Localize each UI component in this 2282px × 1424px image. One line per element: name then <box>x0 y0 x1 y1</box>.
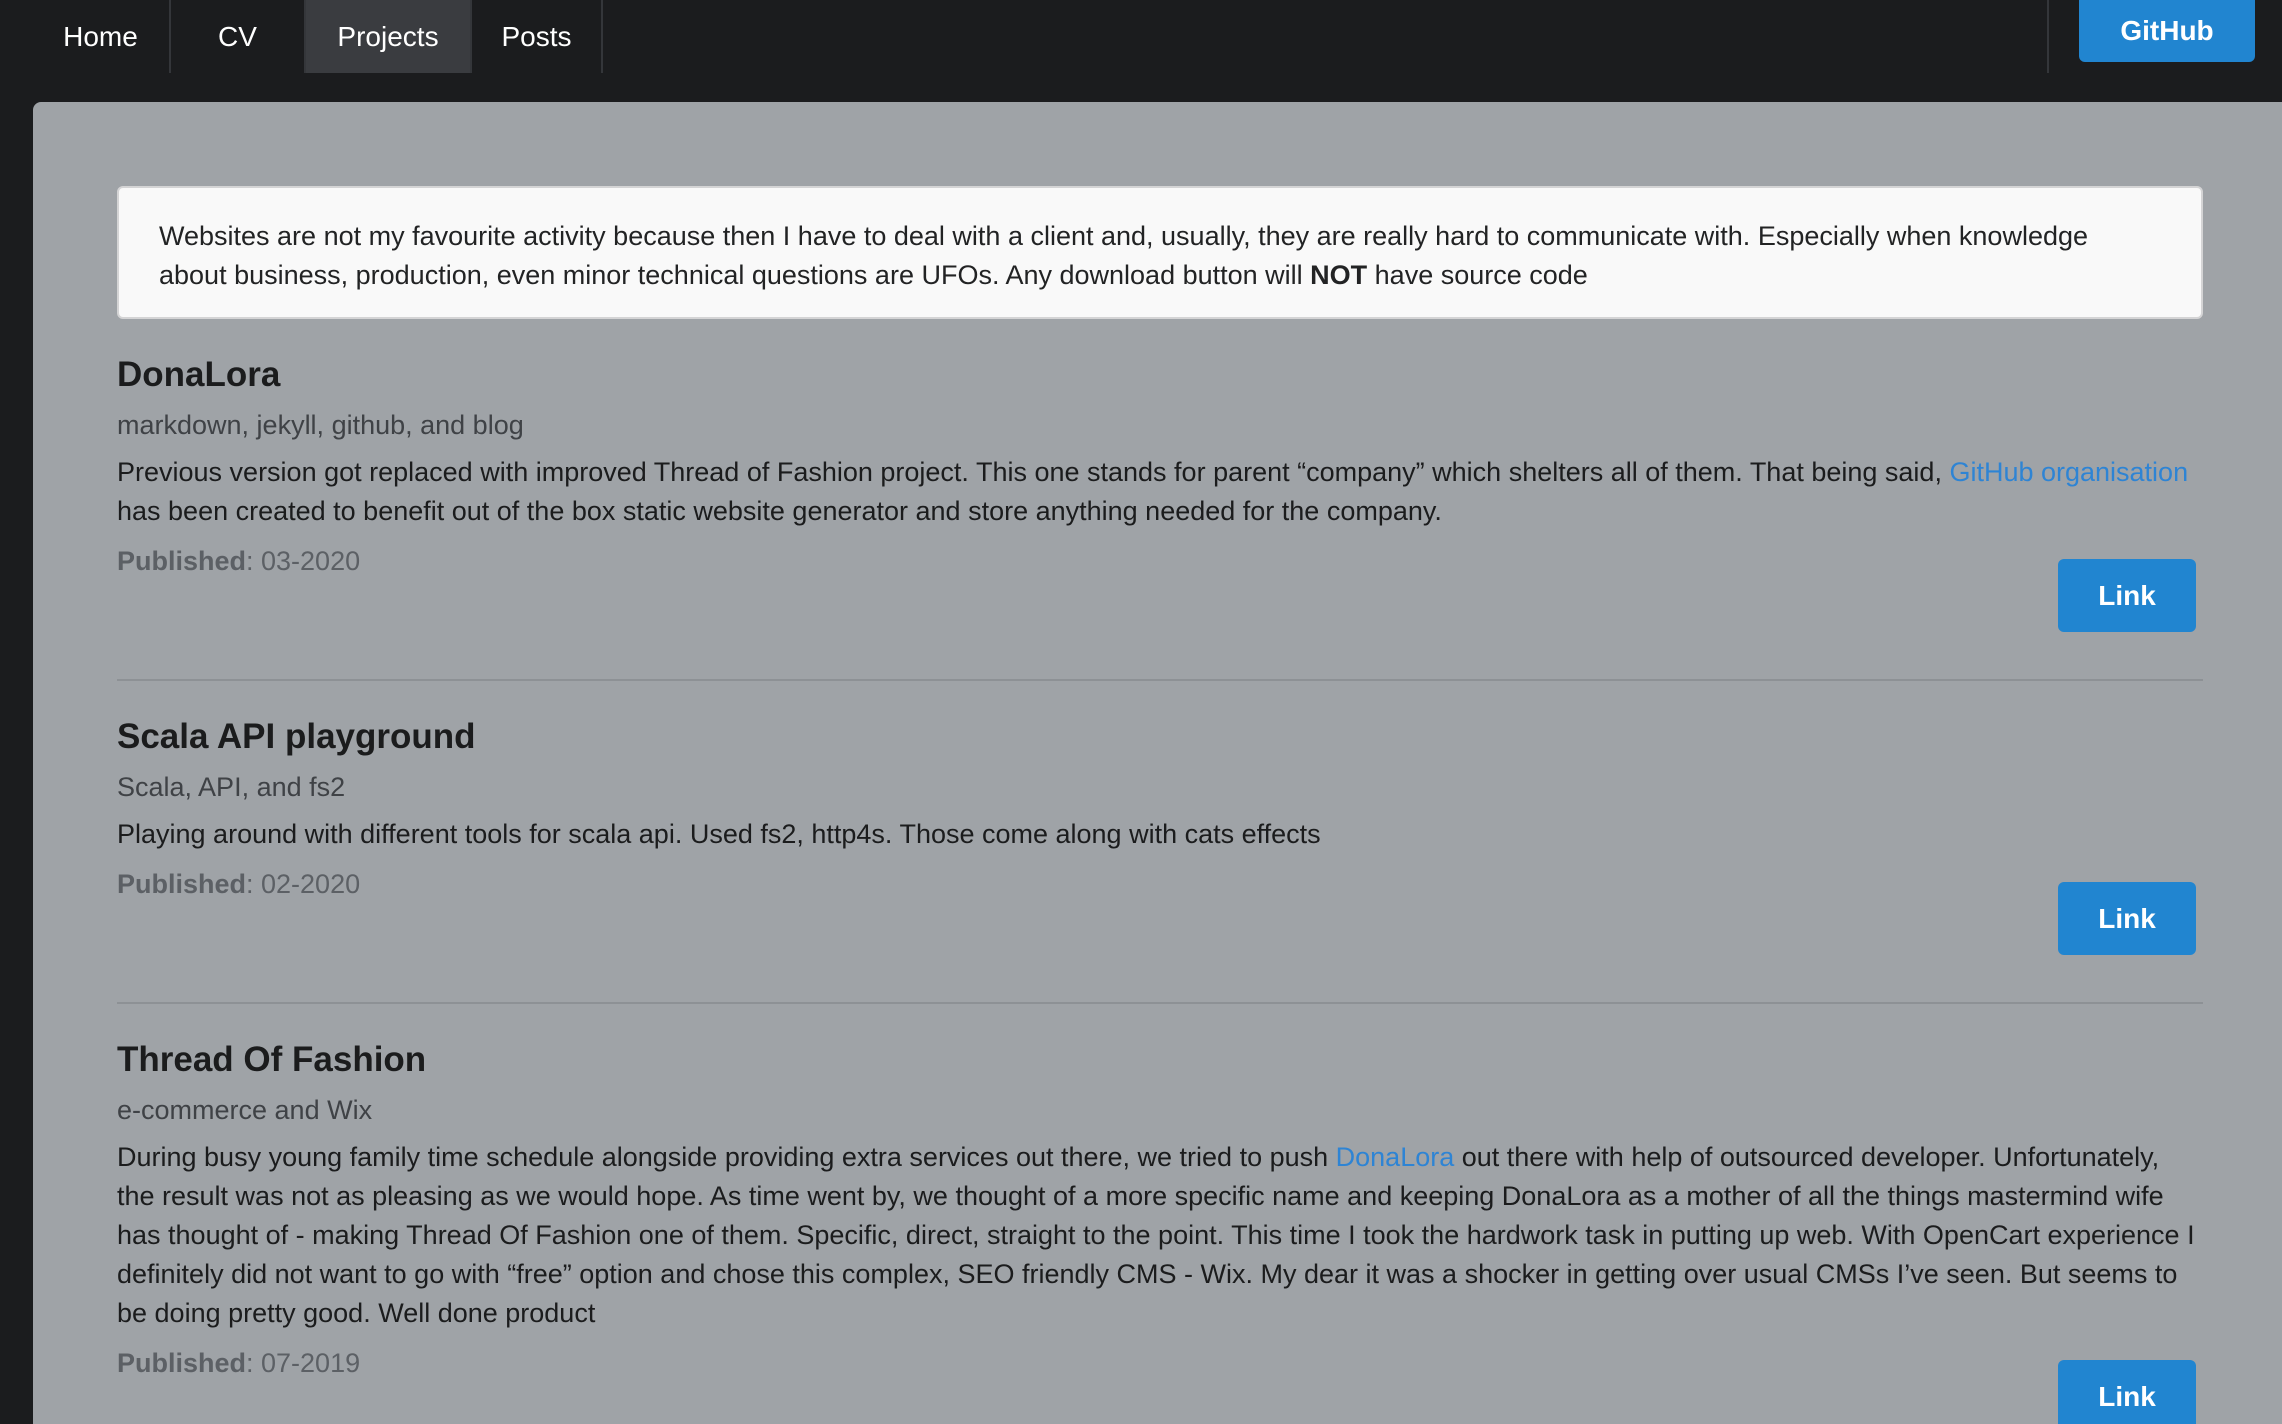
project-description <box>117 815 2203 854</box>
project-description <box>117 453 2203 531</box>
published-label: Published <box>117 869 247 899</box>
project-description <box>117 1138 2203 1333</box>
project-tags: e-commerce and Wix <box>117 1095 373 1125</box>
published-date <box>117 1345 2203 1381</box>
notice-text-end: have source code <box>1367 260 1588 290</box>
notice-message <box>117 186 2203 319</box>
description-text-end: out there with help of outsourced developer. Unfortunately, the result was not as pleasing as we would hope. As time went by, we thought of a more specific name and keeping DonaLora as a mother of all the things mastermind wife has thought of - making Thread Of Fashion one of them. Specific, direct, straight to the point. This time I took the hardwork task in putting up web. With OpenCart experience I definitely did not want to go with “free” option and chose this complex, SEO friendly CMS - Wix. My dear it was a shocker in getting over usual CMSs I’ve seen. But seems to be doing pretty good. Well done product <box>117 1142 2195 1328</box>
github-button[interactable]: GitHub <box>2079 0 2255 62</box>
description-text: Previous version got replaced with improved Thread of Fashion project. This one stands for parent “company” which shelters all of them. That being said, <box>117 457 1950 487</box>
description-text-end: has been created to benefit out of the box static website generator and store anything needed for the company. <box>117 496 1442 526</box>
project-item <box>117 1037 2203 1412</box>
top-navbar <box>0 0 2282 102</box>
project-title: Thread Of Fashion <box>117 1040 427 1079</box>
main-nav <box>32 0 603 73</box>
github-organisation-link[interactable]: GitHub organisation <box>1949 457 2189 487</box>
published-date <box>117 866 2203 902</box>
nav-divider <box>2047 0 2049 73</box>
notice-bold: NOT <box>1310 260 1368 290</box>
divider <box>117 1002 2203 1004</box>
project-tags: Scala, API, and fs2 <box>117 772 346 802</box>
published-value: : 02-2020 <box>246 869 361 899</box>
project-title: Scala API playground <box>117 717 476 756</box>
description-text: During busy young family time schedule alongside providing extra services out there, we tried to push <box>117 1142 1336 1172</box>
project-tags: markdown, jekyll, github, and blog <box>117 410 524 440</box>
divider <box>117 679 2203 681</box>
donalora-link[interactable]: DonaLora <box>1335 1142 1455 1172</box>
published-value: : 03-2020 <box>246 546 361 576</box>
project-link-button[interactable]: Link <box>2058 559 2196 632</box>
published-date <box>117 543 2203 579</box>
notice-text: Websites are not my favourite activity because then I have to deal with a client and, usually, they are really hard to communicate with. Especially when knowledge about business, production, even minor technical questions are UFOs. Any download button will <box>159 221 2089 290</box>
nav-projects[interactable]: Projects <box>306 0 472 73</box>
description-text: Playing around with different tools for scala api. Used fs2, http4s. Those come along with cats effects <box>117 819 1321 849</box>
published-value: : 07-2019 <box>246 1348 361 1378</box>
main-content <box>33 102 2282 1424</box>
published-label: Published <box>117 546 247 576</box>
project-title: DonaLora <box>117 355 281 394</box>
project-item <box>117 352 2203 611</box>
nav-cv[interactable]: CV <box>171 0 306 73</box>
project-link-button[interactable]: Link <box>2058 1360 2196 1424</box>
nav-posts[interactable]: Posts <box>472 0 603 73</box>
nav-home[interactable]: Home <box>32 0 171 73</box>
project-link-button[interactable]: Link <box>2058 882 2196 955</box>
published-label: Published <box>117 1348 247 1378</box>
project-item <box>117 714 2203 934</box>
